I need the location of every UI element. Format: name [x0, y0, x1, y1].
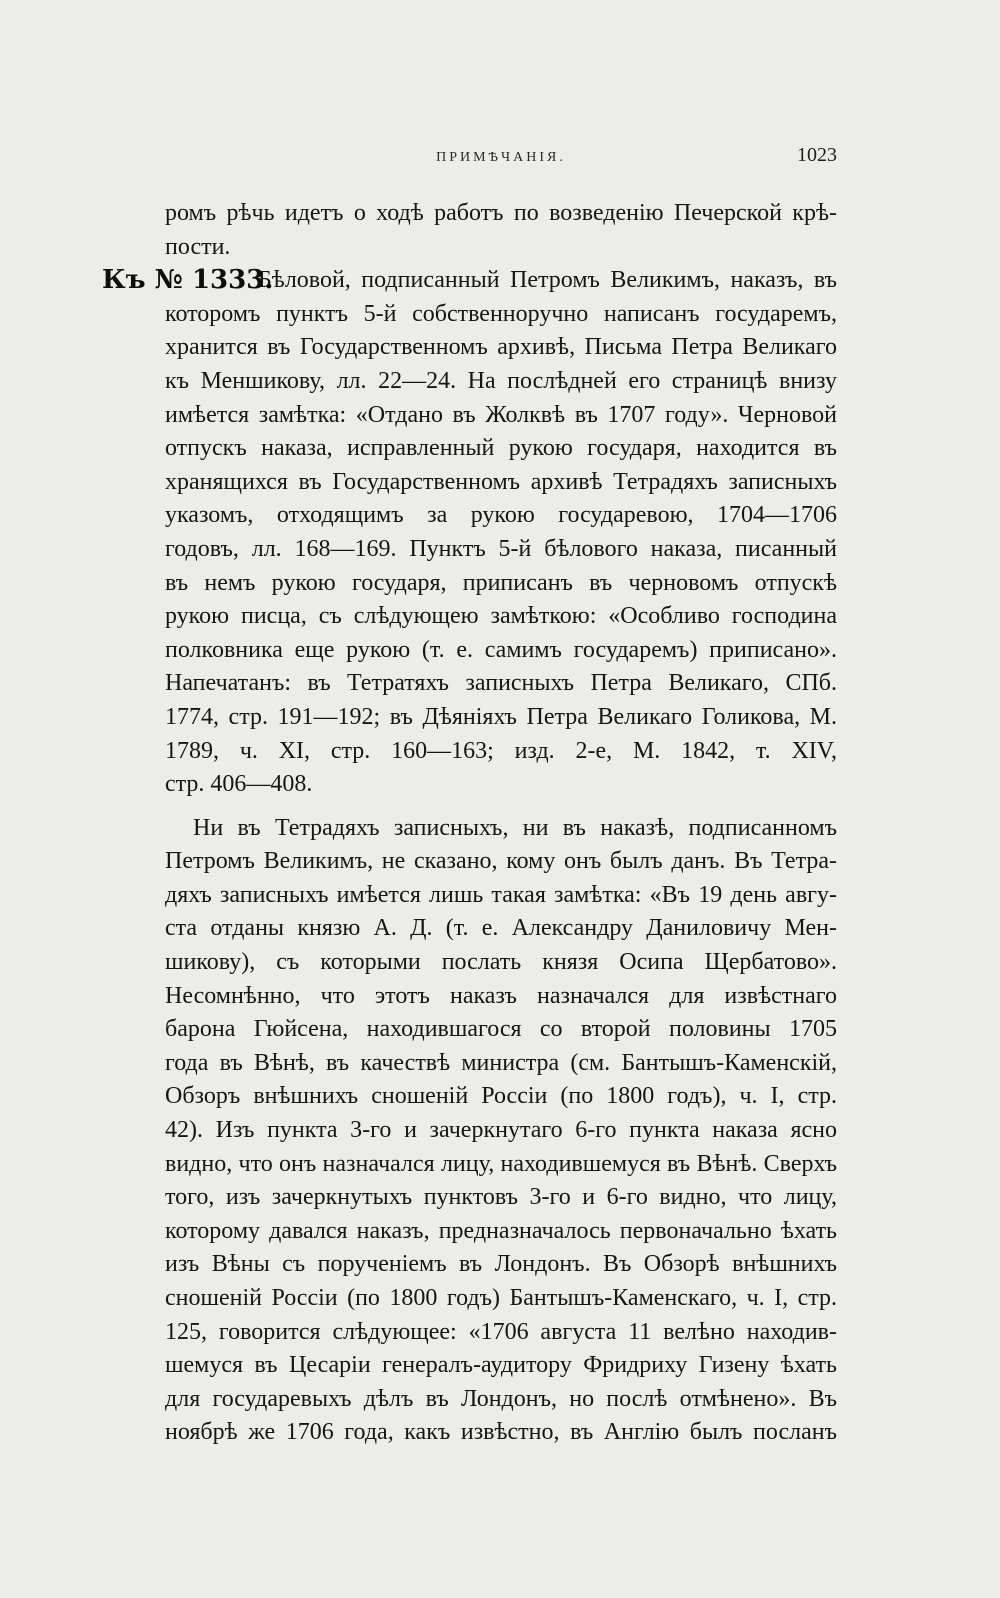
text-line: 42). Изъ пункта 3-го и зачеркнутаго 6-го пункта наказа ясно — [165, 1117, 837, 1144]
entry-heading: Къ № 1333. — [102, 265, 274, 296]
text-line: ромъ рѣчь идетъ о ходѣ работъ по возведенію Печерской крѣ- — [165, 200, 837, 226]
text-line: хранится въ Государственномъ архивѣ, Письма Петра Великаго — [165, 334, 837, 361]
text-line: хранящихся въ Государственномъ архивѣ Тетрадяхъ записныхъ — [165, 468, 837, 495]
text-line: которому давался наказъ, предназначалось первоначально ѣхать — [165, 1217, 837, 1244]
text-line: Ни въ Тетрадяхъ записныхъ, ни въ наказѣ, подписанномъ — [193, 814, 837, 841]
text-line: для государевыхъ дѣлъ въ Лондонъ, но послѣ отмѣнено». Въ — [165, 1385, 837, 1412]
text-line: 1789, ч. XI, стр. 160—163; изд. 2-е, М. 1842, т. XIV, — [165, 737, 837, 764]
text-line: указомъ, отходящимъ за рукою государевою, 1704—1706 — [165, 502, 837, 529]
text-line: шикову), съ которыми послать князя Осипа Щербатово». — [165, 949, 837, 976]
text-line: Напечатанъ: въ Тетратяхъ записныхъ Петра Великаго, СПб. — [165, 670, 837, 697]
text-line: Обзоръ внѣшнихъ сношеній Россіи (по 1800 годъ), ч. I, стр. — [165, 1083, 837, 1110]
text-line: полковника еще рукою (т. е. самимъ государемъ) приписано». — [165, 636, 837, 663]
text-line: Несомнѣнно, что этотъ наказъ назначался для извѣстнаго — [165, 982, 837, 1009]
text-line: годовъ, лл. 168—169. Пунктъ 5-й бѣлового наказа, писанный — [165, 535, 837, 562]
text-line: въ немъ рукою государя, приписанъ въ черновомъ отпускѣ — [165, 569, 837, 596]
text-line: рукою писца, съ слѣдующею замѣткою: «Особливо господина — [165, 603, 837, 630]
page-number: 1023 — [797, 144, 837, 166]
page-header — [165, 144, 837, 174]
text-body — [102, 197, 837, 1450]
paragraph-gap — [165, 802, 837, 812]
running-title: ПРИМѢЧАНІЯ. — [436, 150, 566, 165]
text-line: видно, что онъ назначался лицу, находившемуся въ Вѣнѣ. Сверхъ — [165, 1150, 837, 1177]
text-line: 125, говорится слѣдующее: «1706 августа 11 велѣно находив- — [165, 1318, 837, 1345]
text-line: имѣется замѣтка: «Отдано въ Жолквѣ въ 1707 году». Черновой — [165, 401, 837, 428]
text-line: которомъ пунктъ 5-й собственноручно написанъ государемъ, — [165, 300, 837, 327]
text-line: шемуся въ Цесаріи генералъ-аудитору Фридриху Гизену ѣхать — [165, 1352, 837, 1379]
text-line: Бѣловой, подписанный Петромъ Великимъ, наказъ, въ — [258, 267, 837, 294]
text-line: 1774, стр. 191—192; въ Дѣяніяхъ Петра Великаго Голикова, М. — [165, 703, 837, 730]
text-line: года въ Вѣнѣ, въ качествѣ министра (см. Бантышъ-Каменскій, — [165, 1049, 837, 1076]
text-line: пости. — [165, 233, 231, 260]
text-line: дяхъ записныхъ имѣется лишь такая замѣтка: «Въ 19 день авгу- — [165, 881, 837, 908]
entry-first-line — [102, 264, 837, 298]
text-line: изъ Вѣны съ порученіемъ въ Лондонъ. Въ Обзорѣ внѣшнихъ — [165, 1251, 837, 1278]
text-line: барона Гюйсена, находившагося со второй половины 1705 — [165, 1016, 837, 1043]
text-line: того, изъ зачеркнутыхъ пунктовъ 3-го и 6-го видно, что лицу, — [165, 1184, 837, 1211]
text-line: къ Меншикову, лл. 22—24. На послѣдней его страницѣ внизу — [165, 367, 837, 394]
text-line: стр. 406—408. — [165, 771, 313, 798]
text-line: Петромъ Великимъ, не сказано, кому онъ былъ данъ. Въ Тетра- — [165, 848, 837, 875]
text-line: отпускъ наказа, исправленный рукою государя, находится въ — [165, 435, 837, 462]
text-line: ста отданы князю А. Д. (т. е. Александру Даниловичу Мен- — [165, 915, 837, 942]
text-line: сношеній Россіи (по 1800 годъ) Бантышъ-Каменскаго, ч. I, стр. — [165, 1285, 837, 1311]
text-line: ноябрѣ же 1706 года, какъ извѣстно, въ Англію былъ посланъ — [165, 1419, 837, 1446]
